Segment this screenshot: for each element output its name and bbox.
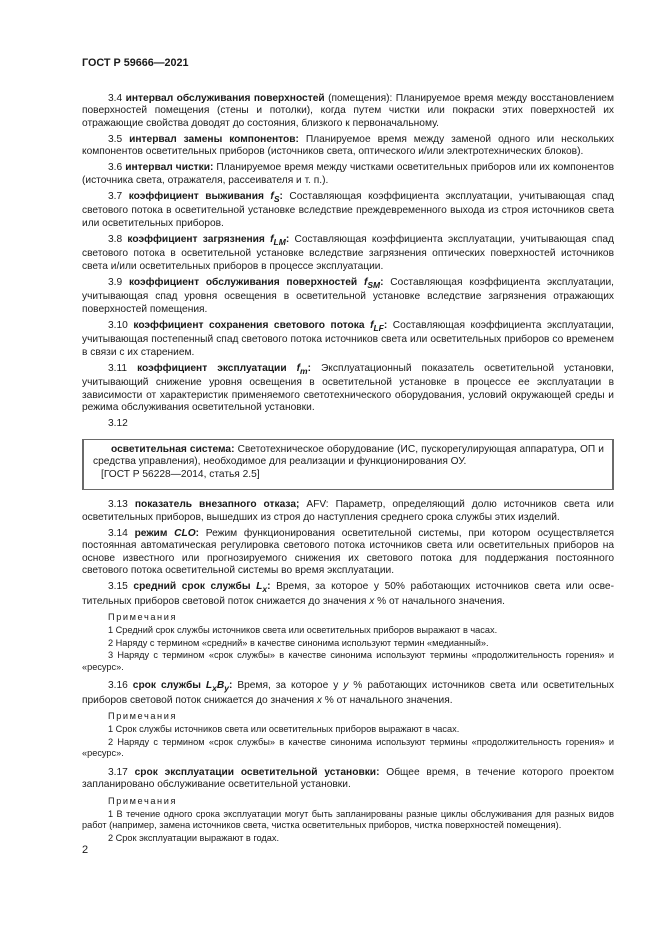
notes-3-17: [82, 796, 614, 845]
term-3-6: 3.6 интервал чистки: Планируемое время между чистками осветительных приборов или их компонентов (источника света, отражателя, рассеивателя и т. п.).: [82, 162, 614, 186]
term-3-10: 3.10 коэффициент сохранения светового потока $f_{LF}$: Составляющая коэффициента эксплуатации, учитывающая постепенный спад светового потока источников света или осветительных приборов со временем в связи с их старением.: [82, 319, 614, 358]
term-3-14: 3.14 режим CLO: Режим функционирования осветительной системы, при котором осуществляется постоянная автоматическая регулировка светового потока источников света или осветительных приборов на основе известного или прогнозируемого снижения их светового потока для поддержания постоянного светового потока осветительной системы во время эксплуатации.: [82, 527, 614, 577]
term-3-4: 3.4 интервал обслуживания поверхностей (помещения): Планируемое время между восстановлением поверхностей помещения (стены и потолки), когда путем чистки или покраски этих поверхностей их отражающие свойства доводят до состояния, близкого к первоначальному.: [82, 92, 614, 129]
notes-3-15: [82, 612, 614, 673]
note-item: 1 Срок службы источников света или осветительных приборов выражают в часах.: [108, 724, 460, 735]
note-item: 2 Срок эксплуатации выражают в годах.: [108, 832, 280, 843]
note-item: 2 Наряду с термином «срок службы» в качестве синонима используют термины «продолжительность горения» и «ресурс».: [82, 736, 614, 759]
term-3-11: 3.11 коэффициент эксплуатации $f_m$: Эксплуатационный показатель осветительной установки, учитывающий снижение уровня освещения в осветительной установке в процессе ее эксплуатации в зависимости от характеристик применяемого светотехнического оборудования, условий окружающей среды и режима обслуживания осветительной установки.: [82, 362, 614, 414]
standard-header: ГОСТ Р 59666—2021: [82, 57, 189, 69]
note-item: 1 Средний срок службы источников света или осветительных приборов выражают в часах.: [108, 625, 498, 636]
term-3-8: 3.8 коэффициент загрязнения $f_{LM}$: Составляющая коэффициента эксплуатации, учитывающая спад светового потока в осветительной установке вследствие загрязнения оптических поверхностей источников света и/или осветительных приборов в процессе эксплуатации.: [82, 233, 614, 272]
source-reference: [ГОСТ Р 56228—2014, статья 2.5]: [101, 468, 260, 480]
note-item: 3 Наряду с термином «срок службы» в качестве синонима используют термины «продолжительность горения» и «ресурс».: [82, 650, 614, 672]
term-3-9: 3.9 коэффициент обслуживания поверхностей $f_{SM}$: Составляющая коэффициента эксплуатации, учитывающая спад уровня освещения в осветительной установке вследствие загрязнения отражающих поверхностей помещения.: [82, 276, 614, 315]
quoted-definition: осветительная система: Светотехническое оборудование (ИС, пускорегулирующая аппаратура, ОП и средства управления), необходимое для реализации и функционирования ОУ.: [93, 443, 604, 468]
page-number: 2: [82, 844, 89, 856]
notes-title: Примечания: [108, 612, 178, 623]
notes-title: Примечания: [108, 711, 178, 722]
notes-title: Примечания: [108, 795, 178, 806]
term-3-5: 3.5 интервал замены компонентов: Планируемое время между заменой одного или нескольких компонентов осветительных приборов (источников света, оптического и/или электротехнических блоков).: [82, 133, 615, 157]
term-3-7: 3.7 коэффициент выживания $f_S$: Составляющая коэффициента эксплуатации, учитывающая спад светового потока в осветительной установке вследствие преждевременного выхода из строя источников света или осветительных приборов.: [82, 190, 614, 229]
term-3-13: 3.13 показатель внезапного отказа; AFV: Параметр, определяющий долю источников света или осветительных приборов, вышедших из строя до наступления среднего срока службы этих изделий.: [82, 499, 614, 523]
term-3-17: 3.17 срок эксплуатации осветительной установки: Общее время, в течение которого проектом запланировано обслуживание осветительной установки.: [82, 766, 614, 791]
note-item: 2 Наряду с термином «средний» в качестве синонима используют термин «медианный».: [108, 637, 489, 648]
quoted-definition-box: [82, 439, 614, 491]
notes-3-16: [82, 711, 614, 760]
term-3-12-number: 3.12: [108, 418, 128, 430]
note-item: 1 В течение одного срока эксплуатации могут быть запланированы разные циклы обслуживания для разных видов работ (например, замена источников света, чистка осветительных приборов, чистка поверхностей помещения).: [82, 808, 614, 831]
term-3-15: 3.15 средний срок службы $L_x$: Время, за которое у 50% работающих источников света или осветительных приборов световой поток снижается до значения x % от начального значения.: [82, 581, 614, 607]
term-3-16: 3.16 срок службы $L_xB_y$: Время, за которое у y % работающих источников света или осветительных приборов световой поток снижается до значения x % от начального значения.: [82, 680, 614, 706]
